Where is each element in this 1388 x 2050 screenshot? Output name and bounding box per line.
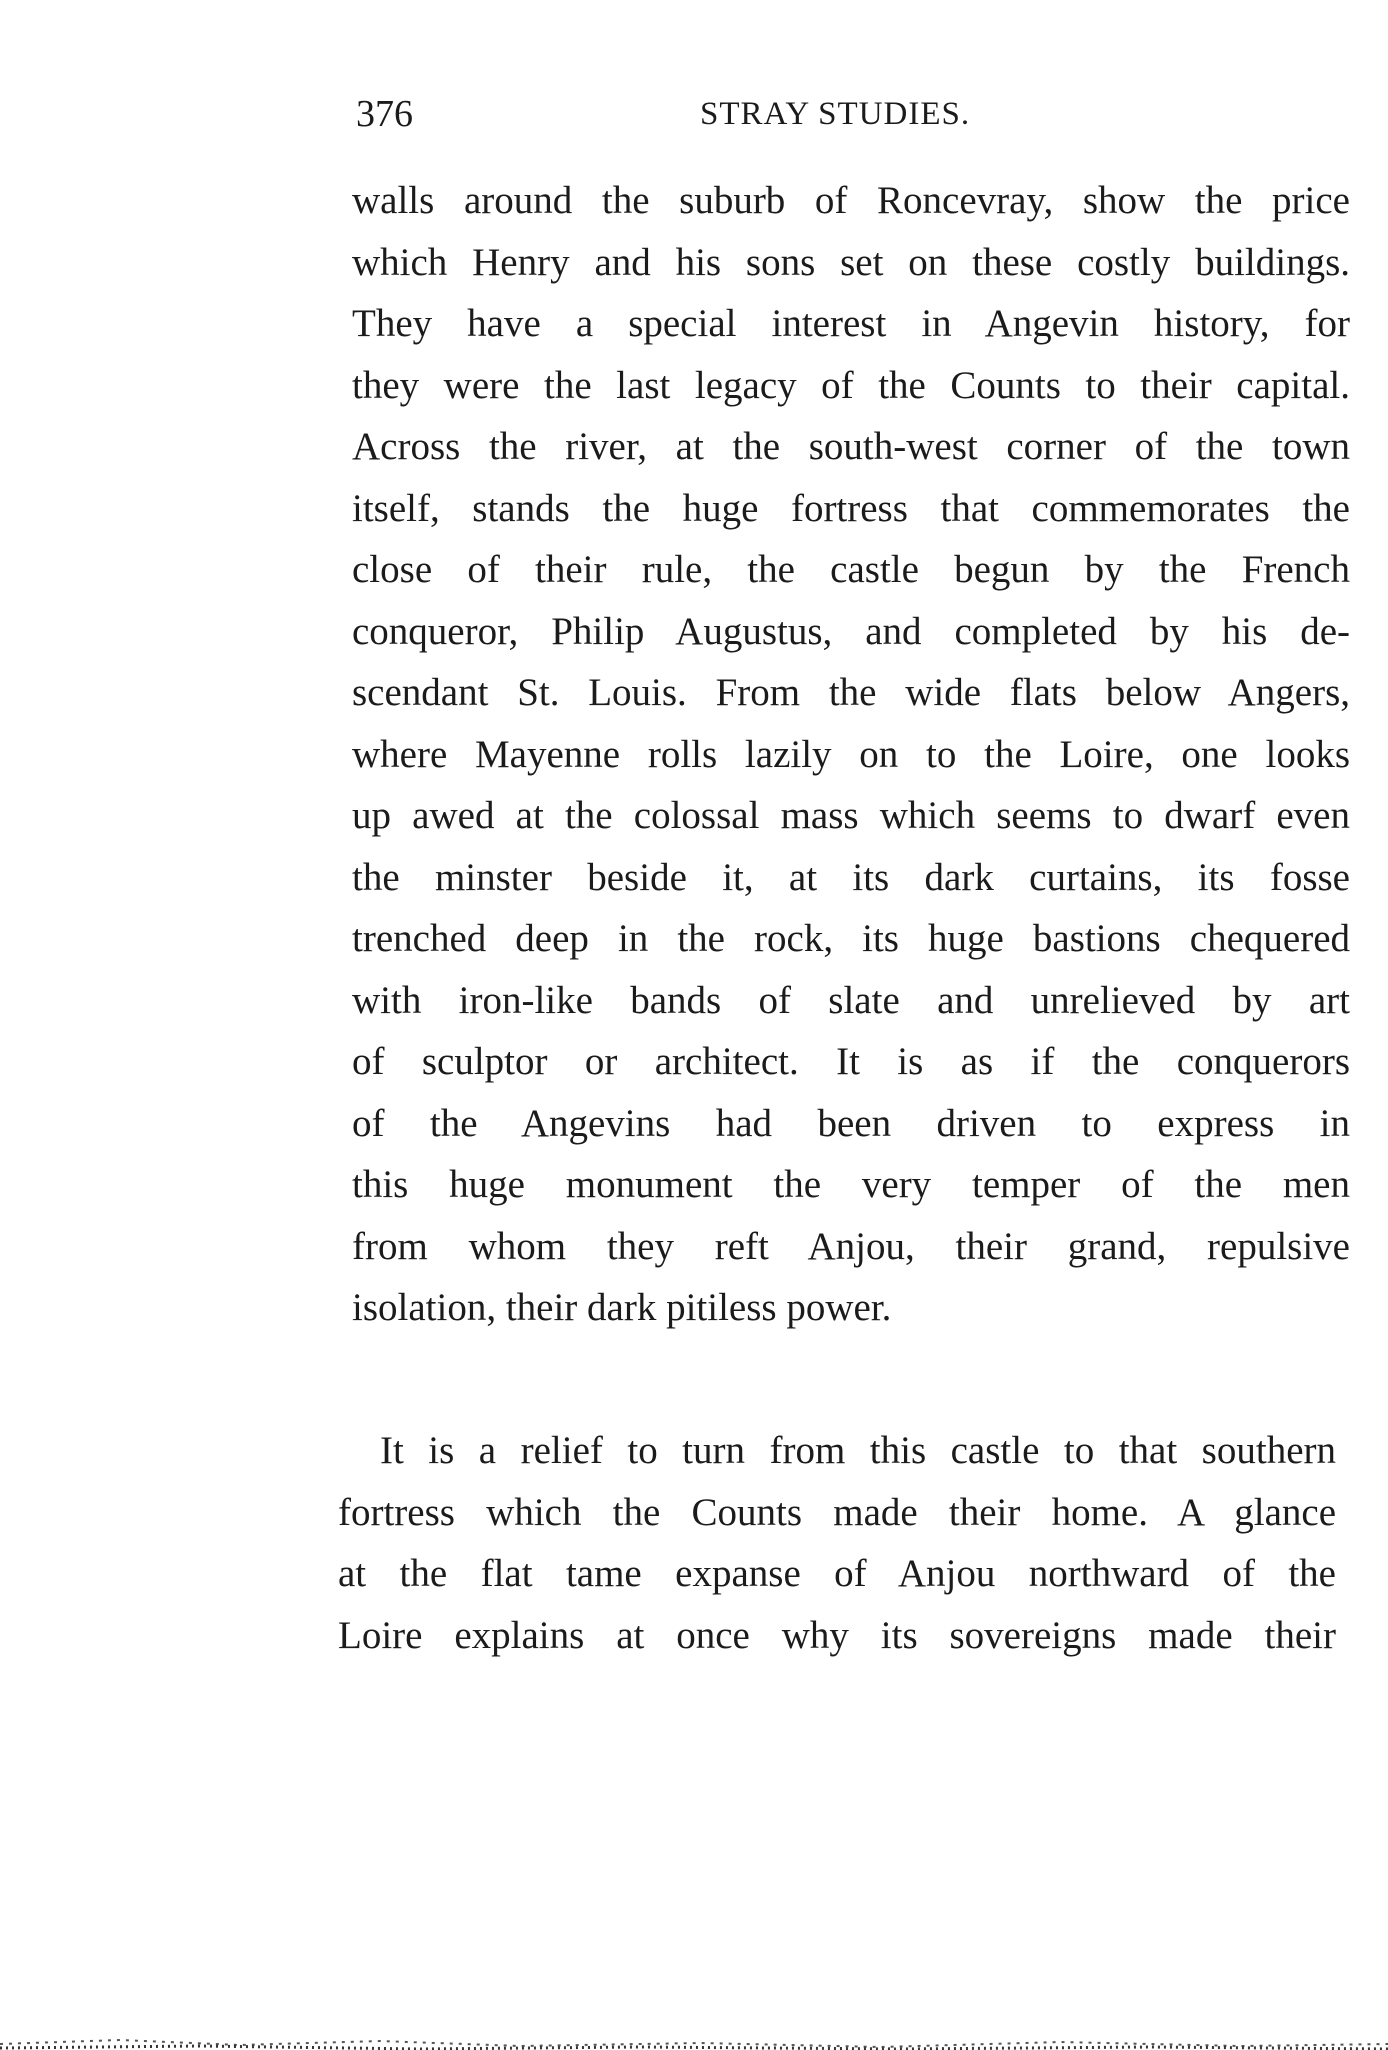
text-line: Loire explains at once why its sovereigns made their bbox=[338, 1613, 1336, 1657]
text-line: Across the river, at the south-west corner of the town bbox=[352, 425, 1350, 468]
scan-noise-border bbox=[0, 2010, 1388, 2050]
text-line: the minster beside it, at its dark curtains, its fosse bbox=[352, 855, 1350, 899]
text-line: scendant St. Louis. From the wide flats below Angers, bbox=[352, 671, 1350, 714]
text-line: where Mayenne rolls lazily on to the Loire, one looks bbox=[352, 732, 1350, 776]
text-line: conqueror, Philip Augustus, and completed by his de- bbox=[352, 609, 1350, 653]
page-number: 376 bbox=[356, 93, 413, 135]
text-line: which Henry and his sons set on these costly buildings. bbox=[352, 240, 1350, 284]
text-line: fortress which the Counts made their home. A glance bbox=[338, 1490, 1336, 1534]
text-line: close of their rule, the castle begun by the French bbox=[352, 548, 1350, 591]
paragraph-1 bbox=[352, 170, 1350, 1339]
text-line: isolation, their dark pitiless power. bbox=[352, 1286, 892, 1329]
text-line: walls around the suburb of Roncevray, show the price bbox=[352, 179, 1350, 222]
text-line: from whom they reft Anjou, their grand, repulsive bbox=[352, 1224, 1350, 1268]
text-line: up awed at the colossal mass which seems to dwarf even bbox=[352, 794, 1350, 837]
page-header bbox=[356, 92, 1356, 142]
text-line: with iron-like bands of slate and unrelieved by art bbox=[352, 978, 1350, 1022]
text-line: It is a relief to turn from this castle to that southern bbox=[380, 1429, 1336, 1472]
text-line: trenched deep in the rock, its huge bastions chequered bbox=[352, 917, 1350, 960]
paragraph-2 bbox=[338, 1420, 1336, 1666]
text-line: They have a special interest in Angevin history, for bbox=[352, 302, 1350, 345]
text-line: they were the last legacy of the Counts to their capital. bbox=[352, 363, 1350, 407]
text-line: this huge monument the very temper of the men bbox=[352, 1163, 1350, 1206]
text-line: itself, stands the huge fortress that commemorates the bbox=[352, 486, 1350, 530]
text-line: of the Angevins had been driven to express in bbox=[352, 1101, 1350, 1145]
text-line: of sculptor or architect. It is as if the conquerors bbox=[352, 1040, 1350, 1083]
running-title: STRAY STUDIES. bbox=[700, 96, 971, 132]
text-line: at the flat tame expanse of Anjou northward of the bbox=[338, 1552, 1336, 1595]
